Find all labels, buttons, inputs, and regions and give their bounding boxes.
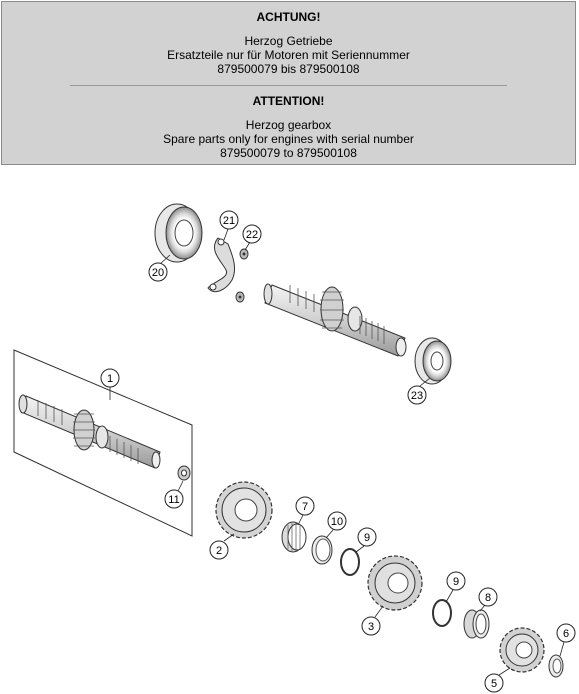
notice-heading-en: ATTENTION! — [252, 94, 325, 108]
callout-9-a-label: 9 — [363, 532, 371, 544]
callout-10 — [328, 512, 346, 530]
callout-20 — [149, 263, 167, 281]
callout-3 — [362, 617, 380, 635]
nut-part-11 — [178, 466, 190, 480]
callout-1-label: 1 — [106, 373, 114, 385]
gear-part-2 — [216, 482, 272, 538]
callout-11-label: 11 — [168, 494, 180, 506]
callout-11 — [165, 490, 183, 508]
callout-6-label: 6 — [562, 628, 570, 640]
callout-21-label: 21 — [222, 215, 236, 227]
bushing-part-8 — [464, 610, 489, 638]
callout-23 — [408, 386, 426, 404]
main-shaft-part-1 — [19, 395, 160, 468]
notice-text-de-3: 879500079 bis 879500108 — [217, 62, 360, 76]
retaining-bracket-part-21 — [208, 238, 235, 292]
callout-7 — [296, 497, 314, 515]
callout-5-label: 5 — [490, 678, 498, 690]
callout-2 — [210, 541, 228, 559]
callout-8 — [479, 588, 497, 606]
callout-9-a — [358, 528, 376, 546]
notice-text-de-1: Herzog Getriebe — [244, 34, 333, 48]
callout-9-b-label: 9 — [452, 576, 460, 588]
circlip-part-9-a — [341, 549, 359, 575]
gear-part-3 — [368, 556, 422, 610]
callout-7-label: 7 — [301, 501, 309, 513]
callout-8-label: 8 — [484, 592, 492, 604]
notice-heading-de: ACHTUNG! — [256, 10, 321, 24]
notice-text-en-1: Herzog gearbox — [245, 118, 332, 132]
callout-1 — [101, 369, 119, 387]
callout-5 — [485, 674, 503, 692]
callout-22 — [243, 225, 261, 243]
gear-part-5 — [500, 628, 544, 672]
washer-part-10 — [312, 536, 332, 564]
callout-10-label: 10 — [330, 516, 344, 528]
notice-text-en-3: 879500079 to 879500108 — [220, 146, 357, 160]
circlip-part-9-b — [433, 600, 451, 626]
countershaft-upper — [264, 284, 406, 356]
screw-part-22 — [236, 249, 248, 302]
callout-2-label: 2 — [215, 545, 223, 557]
callout-6 — [557, 624, 575, 642]
notice-text-en-2: Spare parts only for engines with serial number — [163, 132, 414, 146]
needle-bearing-part-7 — [282, 522, 306, 552]
bearing-part-20 — [155, 204, 202, 262]
bearing-part-23 — [415, 338, 451, 384]
callout-9-b — [447, 572, 465, 590]
callout-21 — [220, 211, 238, 229]
callout-3-label: 3 — [367, 621, 375, 633]
callout-23-label: 23 — [410, 390, 424, 402]
notice-text-de-2: Ersatzteile nur für Motoren mit Seriennummer — [167, 48, 410, 62]
callout-20-label: 20 — [151, 267, 165, 279]
callout-22-label: 22 — [245, 229, 259, 241]
washer-part-6 — [549, 655, 563, 677]
